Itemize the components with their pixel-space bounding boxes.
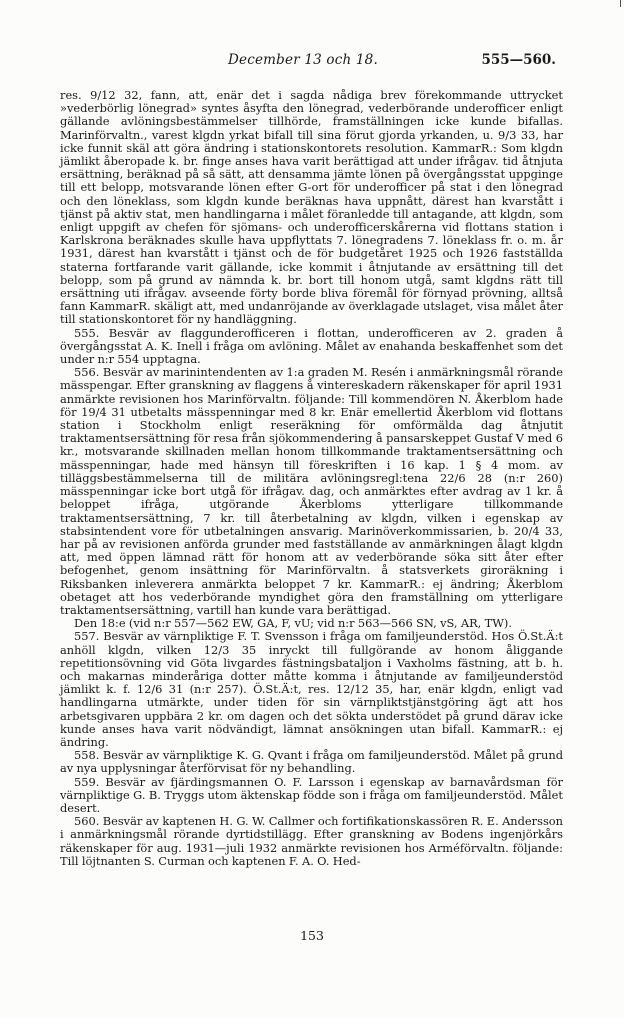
paragraph-case-556: 556. Besvär av marinintendenten av 1:a graden M. Resén i anmärkningsmål rörande mässpengar. Efter granskning av flaggens å vintereskadern räkenskaper för april 1931 anmärkte revisionen hos Marinförvaltn. följande: Till kommendören N. Åkerblom hade för 19/4 31 utbetalts mässpenningar med 8 kr. Enär emellertid Åkerblom vid flottans station i Stockholm enligt reseräkning för omförmälda dag åtnjutit traktamentsersättning för resa från sjökommendering å pansarskeppet Gustaf V med 6 kr., motsvarande skillnaden mellan honom tillkommande traktamentsersättning och mässpenningar, hade med hänsyn till föreskriften i 16 kap. 1 § 4 mom. av tilläggsbestämmelserna till de militära avlöningsregl:tena 22/6 28 (n:r 260) mässpenningar icke bort utgå för ifrågav. dag, och anmärktes efter avdrag av 1 kr. å beloppet ifråga, utgörande Åkerbloms ytterligare tillkommande traktamentsersättning, 7 kr. till återbetalning av klgdn, vilken i egenskap av stabsintendent vore för utbetalningen ansvarig. Marinöverkommissarien, b. 20/4 33, har på av revisionen anförda grunder med fastställande av anmärkningen ålagt klgdn att, med öppen lämnad rätt för honom att av vederbörande söka sitt åter efter befogenhet, genom insättning för Marinförvaltn. å statsverkets giroräkning i Riksbanken inleverera anmärkta beloppet 7 kr. KammarR.: ej ändring; Åkerblom obetaget att hos vederbörande myndighet göra den framställning om ytterligare traktamentsersättning, vartill han kunde vara berättigad.: [60, 365, 563, 617]
body-text: [60, 89, 563, 868]
paragraph-case-560: 560. Besvär av kaptenen H. G. W. Callmer och fortifikationskassören R. E. Andersson i anmärkningsmål rörande dyrtidstillägg. Efter granskning av Bodens ingenjörkårs räkenskaper för aug. 1931—juli 1932 anmärkte revisionen hos Arméförvaltn. följande: Till löjtnanten S. Curman och kaptenen F. A. O. Hed-: [60, 814, 563, 868]
paragraph-case-555: 555. Besvär av flaggunderofficeren i flottan, underofficeren av 2. graden å övergångsstat A. K. Inell i fråga om avlöning. Målet av enahanda beskaffenhet som det under n:r 554 upptagna.: [60, 325, 563, 367]
header-case-range: 555—560.: [481, 52, 556, 68]
paragraph-case-554-continued: res. 9/12 32, fann, att, enär det i sagda nådiga brev förekommande uttrycket »vederbörlig lönegrad» syntes åsyfta den lönegrad, vederbörande underofficer enligt gällande avlöningsbestämmelser tillhörde, framställningen icke kunde bifallas. Marinförvaltn., varest klgdn yrkat bifall till sina förut gjorda yrkanden, u. 9/3 33, har icke funnit skäl att göra ändring i stationskontorets resolution. KammarR.: Som klgdn jämlikt åberopade k. br. finge anses hava varit berättigad att under ifrågav. tid åtnjuta ersättning, beräknad på så sätt, att densamma jämte lönen på övergångsstat uppginge till ett belopp, motsvarande lönen efter G-ort för underofficer på stat i den lönegrad och den löneklass, som klgdn kunde beräknas hava uppnått, därest han kvarstått i tjänst på aktiv stat, men handlingarna i målet föranledde till antagande, att klgdn, som enligt uppgift av chefen för sjömans- och underofficerskårerna vid flottans station i Karlskrona beräknades skulle hava uppflyttats 7. lönegradens 7. löneklass fr. o. m. år 1931, därest han kvarstått i tjänst och de för budgetåret 1925 och 1926 fastställda staterna fortfarande varit gällande, icke kommit i åtnjutande av ersättning till det belopp, som på grund av nämnda k. br. bort till honom utgå, samt klgdns rätt till ersättning uti ifrågav. avseende förty borde bliva föremål för förnyad prövning, alltså fann KammarR. skäligt att, med undanröjande av överklagade utslaget, visa målet åter till stationskontoret för ny handläggning.: [60, 88, 563, 327]
paragraph-case-557: 557. Besvär av värnpliktige F. T. Svensson i fråga om familjeunderstöd. Hos Ö.St.Ä:t anhöll klgdn, vilken 12/3 35 inryckt till fullgörande av honom åliggande repetitionsövning vid Göta livgardes fästningsbataljon i Vaxholms fästning, att b. h. och makarnas minderåriga dotter måtte komma i åtnjutande av familjeunderstöd jämlikt k. f. 12/6 31 (n:r 257). Ö.St.Ä:t, res. 12/12 35, har, enär klgdn, enligt vad handlingarna utmärkte, under tiden för sin värnpliktstjänstgöring ägt att hos arbetsgivaren uppbära 2 kr. om dagen och det sökta understödet på grund därav icke kunde anses hava varit nödvändigt, lämnat ansökningen utan bifall. KammarR.: ej ändring.: [60, 629, 563, 749]
edge-mark: [620, 0, 621, 7]
paragraph-case-558: 558. Besvär av värnpliktige K. G. Qvant i fråga om familjeunderstöd. Målet på grund av nya upplysningar återförvisat för ny behandling.: [60, 748, 563, 776]
header-title: December 13 och 18.: [228, 52, 378, 68]
paragraph-case-559: 559. Besvär av fjärdingsmannen O. F. Larsson i egenskap av barnavårdsman för värnpliktige G. B. Tryggs utom äktenskap födde son i fråga om familjeunderstöd. Målet desert.: [60, 774, 563, 815]
running-header: [60, 52, 566, 74]
paragraph-date-heading: Den 18:e (vid n:r 557—562 EW, GA, F, vU; vid n:r 563—566 SN, vS, AR, TW).: [74, 616, 512, 631]
page-number: 153: [300, 928, 324, 943]
